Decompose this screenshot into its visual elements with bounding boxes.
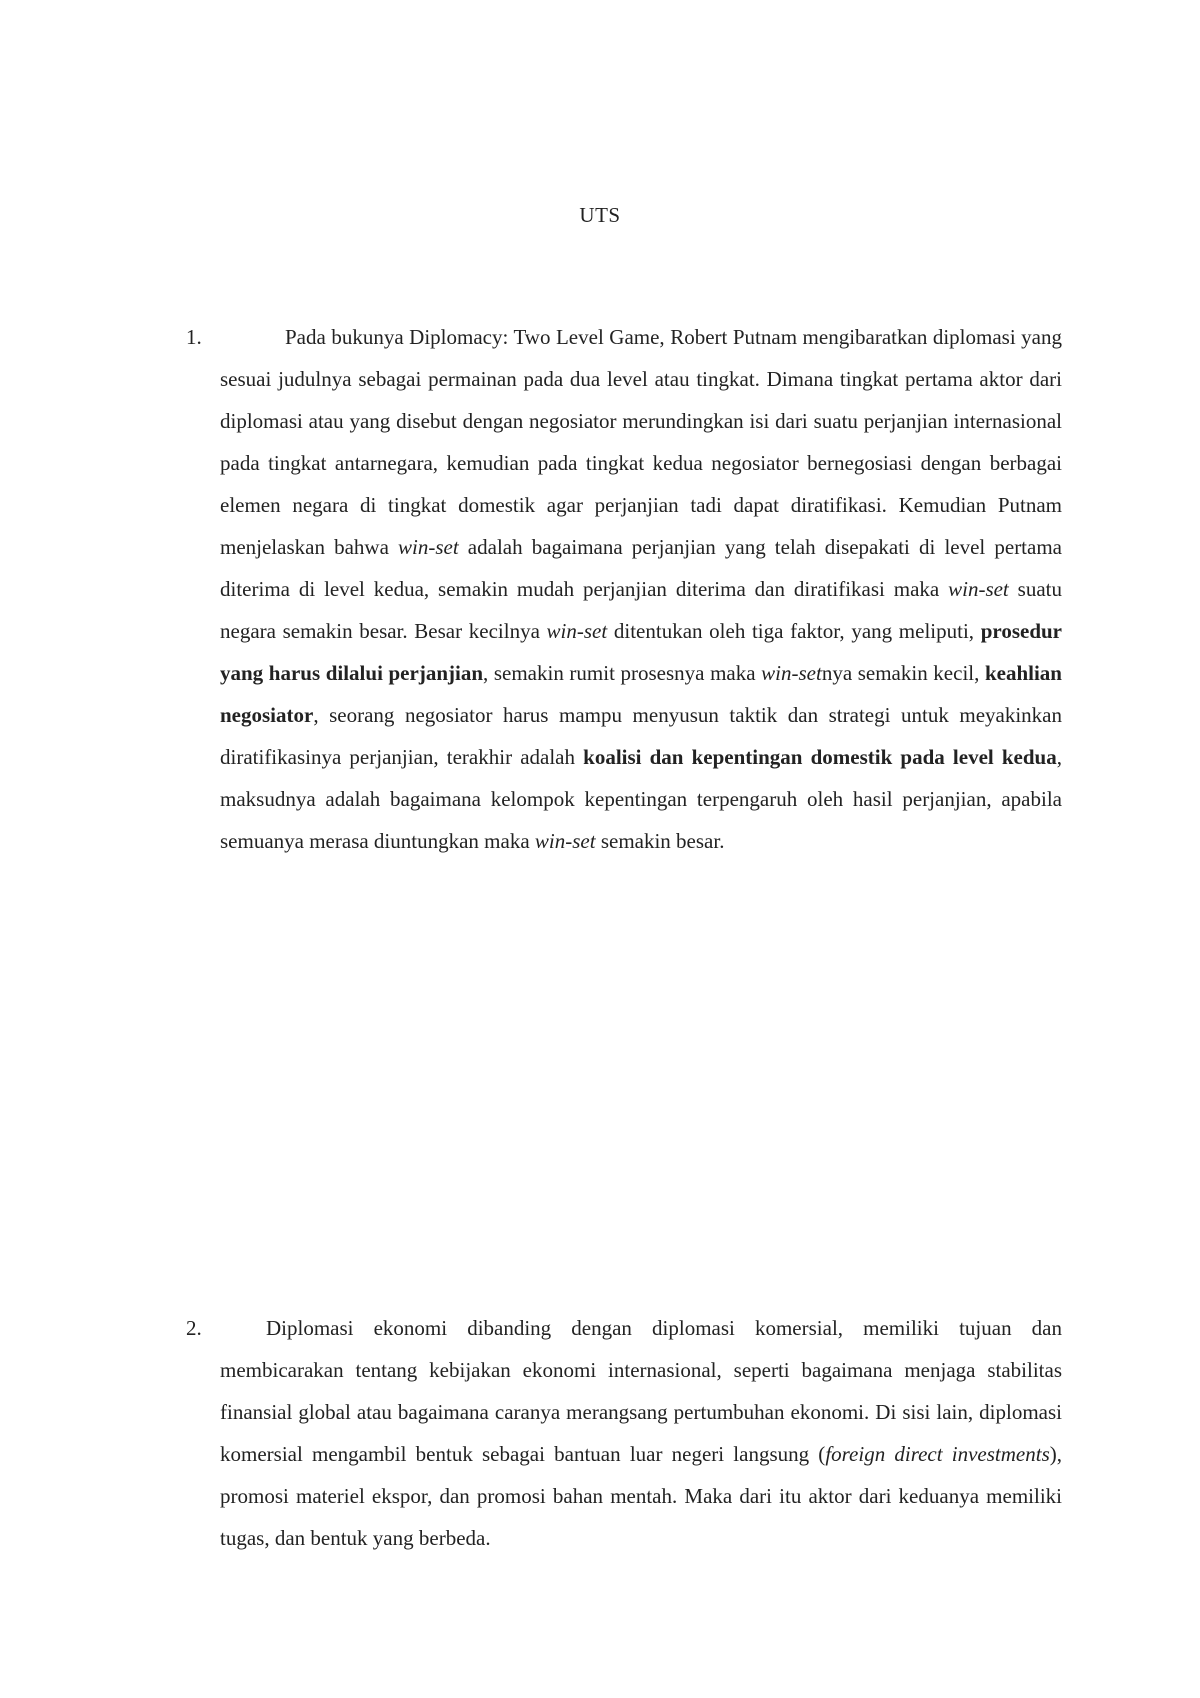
text-run: Pada bukunya Diplomacy: Two Level Game, Robert Putnam mengibaratkan diplomasi yang sesuai judulnya sebagai permainan pada dua level atau tingkat. Dimana tingkat pertama aktor dari diplomasi atau yang disebut dengan negosiator merundingkan isi dari suatu perjanjian internasional pada tingkat antarnegara, kemudian pada tingkat kedua negosiator bernegosiasi dengan berbagai elemen negara di tingkat domestik agar perjanjian tadi dapat diratifikasi. Kemudian Putnam menjelaskan bahwa — [220, 325, 1062, 559]
text-run: , semakin rumit prosesnya maka — [483, 661, 762, 685]
text-run: Diplomasi ekonomi dibanding dengan diplomasi komersial, memiliki tujuan dan membicarakan tentang kebijakan ekonomi internasional, seperti bagaimana menjaga stabilitas finansial global atau bagaimana caranya merangsang pertumbuhan ekonomi. Di sisi lain, diplomasi komersial mengambil bentuk sebagai bantuan luar negeri langsung ( — [220, 1316, 1062, 1466]
text-run: semakin besar. — [595, 829, 725, 853]
text-run: suatu negara semakin besar. Besar kecilnya — [220, 577, 1062, 643]
text-run: , maksudnya adalah bagaimana kelompok kepentingan terpengaruh oleh hasil perjanjian, apabila semuanya merasa diuntungkan maka — [220, 745, 1062, 853]
answer-paragraph — [220, 316, 1062, 862]
italic-term: win-set — [761, 661, 822, 685]
item-number: 2. — [186, 1316, 202, 1340]
text-run: , seorang negosiator harus mampu menyusun taktik dan strategi untuk meyakinkan diratifikasinya perjanjian, terakhir adalah — [220, 703, 1062, 769]
bold-text: prosedur yang harus dilalui perjanjian — [220, 619, 1062, 685]
text-run: ), promosi materiel ekspor, dan promosi bahan mentah. Maka dari itu aktor dari keduanya memiliki tugas, dan bentuk yang berbeda. — [220, 1442, 1062, 1550]
item-number: 1. — [186, 325, 202, 349]
text-run: ditentukan oleh tiga faktor, yang meliputi, — [607, 619, 981, 643]
italic-term: win-set — [546, 619, 608, 643]
italic-term: win-set — [948, 577, 1009, 601]
italic-term: win-set — [534, 829, 596, 853]
document-title: UTS — [579, 203, 621, 227]
answer-paragraph — [220, 1307, 1062, 1559]
bold-text: keahlian negosiator — [220, 661, 1062, 727]
italic-term: foreign direct investments — [825, 1442, 1050, 1466]
text-run: adalah bagaimana perjanjian yang telah disepakati di level pertama diterima di level kedua, semakin mudah perjanjian diterima dan diratifikasi maka — [220, 535, 1062, 601]
italic-term: win-set — [398, 535, 459, 559]
answer-item-1 — [186, 316, 1062, 862]
answer-item-2 — [186, 1307, 1062, 1559]
text-run: nya semakin kecil, — [821, 661, 985, 685]
bold-text: koalisi dan kepentingan domestik pada level kedua — [583, 745, 1057, 769]
